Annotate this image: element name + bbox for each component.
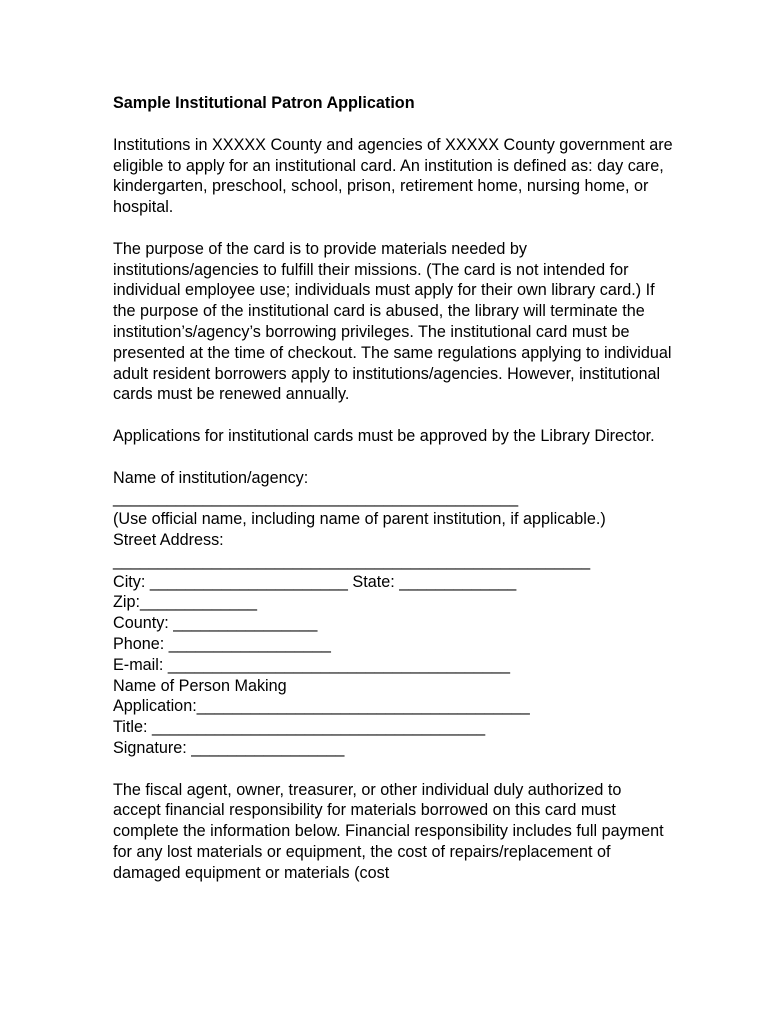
approval-paragraph: Applications for institutional cards must be approved by the Library Director. [113, 426, 655, 445]
financial-responsibility-paragraph: The fiscal agent, owner, treasurer, or other individual duly authorized to accept financial responsibility for materials borrowed on this card must complete the information below. Financial responsibility includes full payment for any lost materials or equipment, the cost of repairs/replacement of damaged equipment or materials (cost [113, 780, 664, 882]
institution-name-field[interactable]: _____________________________________________ [113, 489, 519, 508]
applicant-name-field[interactable]: Application:_____________________________________ [113, 697, 530, 716]
street-address-label: Street Address: [113, 530, 224, 549]
title-field[interactable]: Title: _____________________________________ [113, 718, 486, 737]
application-form [113, 468, 673, 759]
signature-field[interactable]: Signature: _________________ [113, 738, 345, 757]
institution-name-hint: (Use official name, including name of parent institution, if applicable.) [113, 510, 606, 529]
street-address-field[interactable]: _____________________________________________________ [113, 551, 591, 570]
document-title: Sample Institutional Patron Application [113, 94, 415, 112]
purpose-paragraph: The purpose of the card is to provide materials needed by institutions/agencies to fulfill their missions. (The card is not intended for individual employee use; individuals must apply for their own library card.) If the purpose of the institutional card is abused, the library will terminate the institution’s/agency’s borrowing privileges. The institutional card must be presented at the time of checkout. The same regulations applying to individual adult resident borrowers apply to institutions/agencies. However, institutional cards must be renewed annually. [113, 239, 672, 404]
county-field[interactable]: County: ________________ [113, 614, 318, 633]
city-state-field[interactable]: City: ______________________ State: _____________ [113, 572, 517, 591]
applicant-name-label: Name of Person Making [113, 676, 287, 695]
email-field[interactable]: E-mail: ______________________________________ [113, 655, 510, 674]
eligibility-paragraph: Institutions in XXXXX County and agencies of XXXXX County government are eligible to apply for an institutional card. An institution is defined as: day care, kindergarten, preschool, school, prison, retirement home, nursing home, or hospital. [113, 135, 673, 217]
institution-name-label: Name of institution/agency: [113, 468, 309, 487]
phone-field[interactable]: Phone: __________________ [113, 634, 331, 653]
document-page [113, 93, 673, 904]
zip-field[interactable]: Zip:_____________ [113, 593, 258, 612]
